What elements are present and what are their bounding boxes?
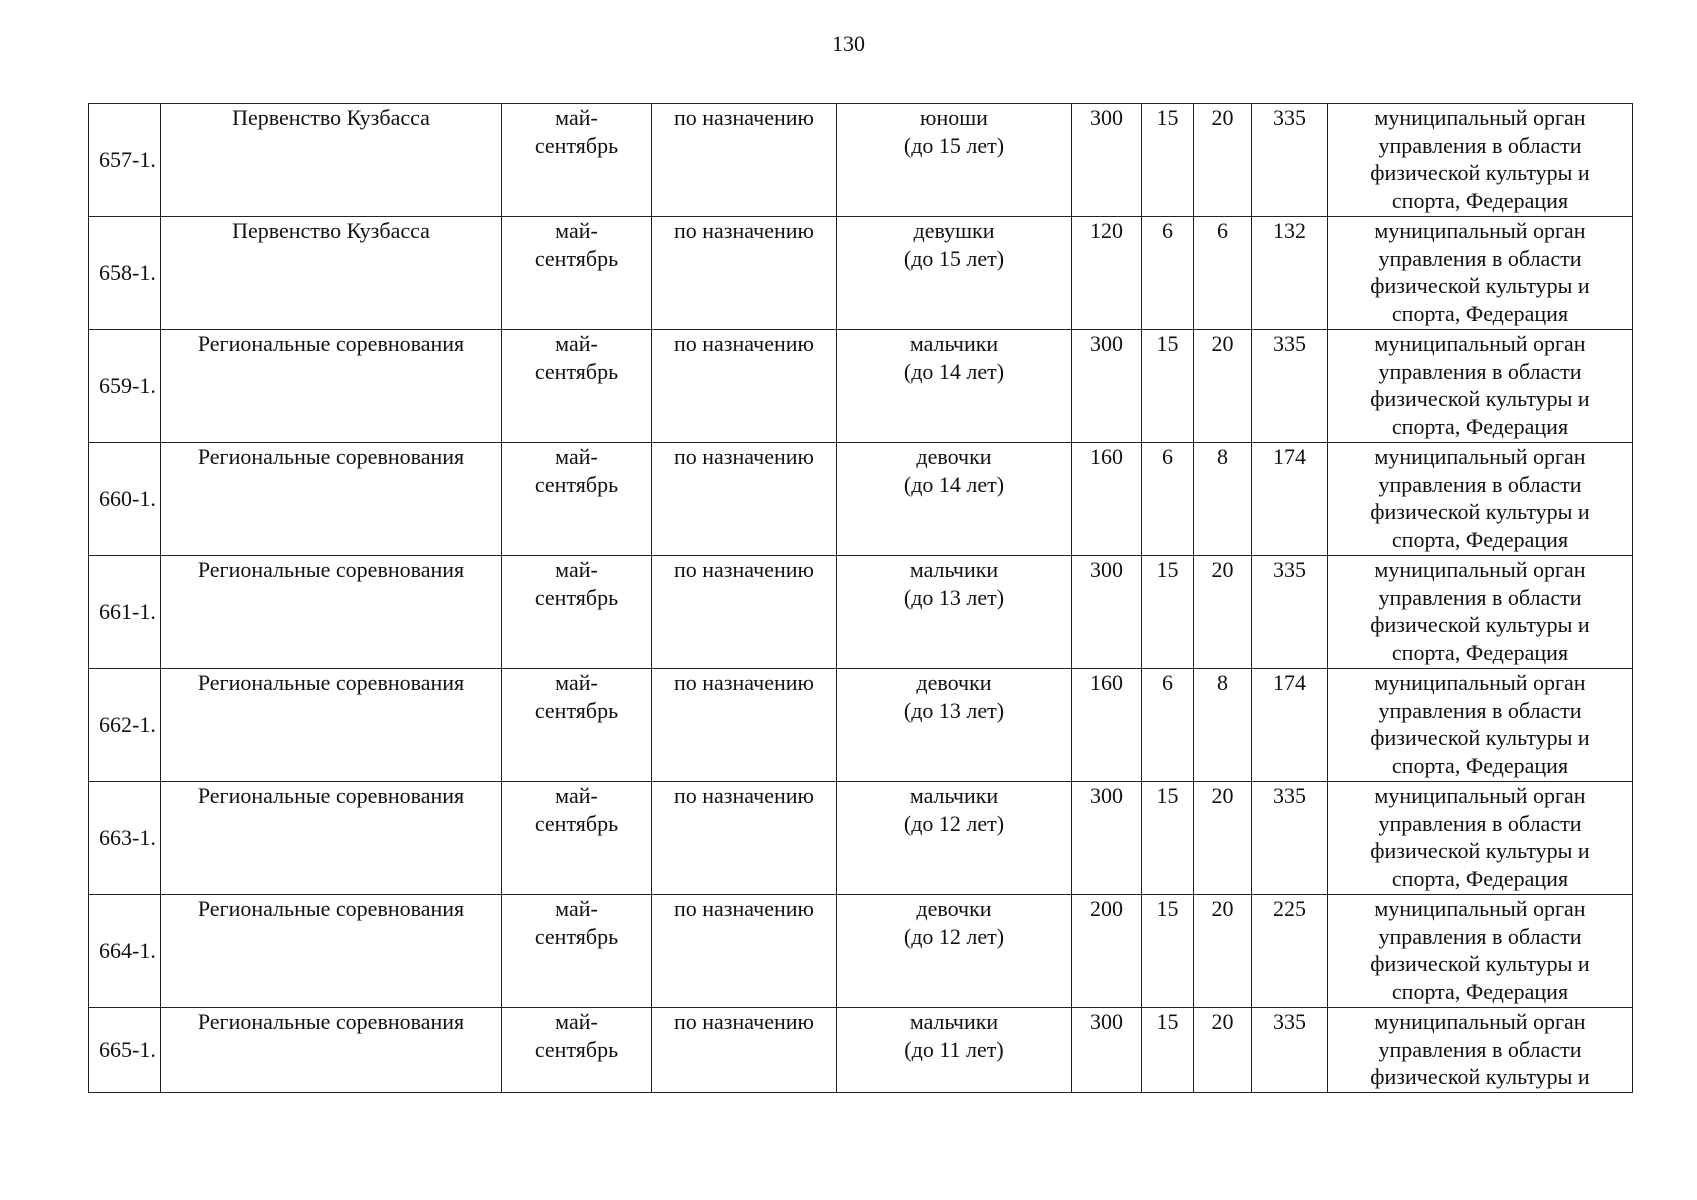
- participants-line: (до 14 лет): [903, 471, 1005, 497]
- location-cell: по назначению: [652, 782, 837, 895]
- total-cell: 335: [1252, 782, 1328, 895]
- value-1-cell: 300: [1072, 104, 1142, 217]
- value-2-cell: 15: [1142, 556, 1194, 669]
- organizer-line: физической культуры и: [1370, 160, 1590, 185]
- organizer-line: управления в области: [1378, 245, 1582, 271]
- event-name-cell: Первенство Кузбасса: [161, 217, 502, 330]
- location-cell: по назначению: [652, 104, 837, 217]
- value-2-cell: 6: [1142, 443, 1194, 556]
- location-cell: по назначению: [652, 669, 837, 782]
- period-line: сентябрь: [534, 584, 619, 610]
- organizer-line: спорта, Федерация: [1391, 978, 1569, 1004]
- organizer-line: физической культуры и: [1370, 725, 1590, 750]
- participants-line: мальчики: [909, 331, 999, 356]
- organizer-line: управления в области: [1378, 923, 1582, 949]
- organizer-cell: [1328, 217, 1633, 330]
- organizer-line: управления в области: [1378, 810, 1582, 836]
- organizer-line: муниципальный орган: [1374, 218, 1586, 243]
- period-cell: [502, 1008, 652, 1093]
- period-line: сентябрь: [534, 1036, 619, 1062]
- organizer-cell: [1328, 1008, 1633, 1093]
- period-line: май-: [555, 896, 598, 921]
- organizer-line: управления в области: [1378, 697, 1582, 723]
- organizer-line: управления в области: [1378, 584, 1582, 610]
- value-3-cell: 20: [1194, 782, 1252, 895]
- organizer-line: управления в области: [1378, 358, 1582, 384]
- event-name-cell: Региональные соревнования: [161, 782, 502, 895]
- total-cell: 335: [1252, 1008, 1328, 1093]
- total-cell: 132: [1252, 217, 1328, 330]
- period-line: май-: [555, 444, 598, 469]
- total-cell: 335: [1252, 556, 1328, 669]
- participants-line: юноши: [920, 105, 988, 130]
- period-line: сентябрь: [534, 810, 619, 836]
- participants-cell: [837, 104, 1072, 217]
- participants-cell: [837, 895, 1072, 1008]
- period-cell: [502, 443, 652, 556]
- total-cell: 335: [1252, 330, 1328, 443]
- organizer-line: муниципальный орган: [1374, 1009, 1586, 1034]
- organizer-line: муниципальный орган: [1374, 331, 1586, 356]
- participants-line: мальчики: [909, 1009, 999, 1034]
- row-number-cell: 661-1.: [89, 556, 161, 669]
- location-cell: по назначению: [652, 895, 837, 1008]
- organizer-line: спорта, Федерация: [1391, 752, 1569, 778]
- total-cell: 335: [1252, 104, 1328, 217]
- period-line: май-: [555, 557, 598, 582]
- location-cell: по назначению: [652, 217, 837, 330]
- organizer-line: управления в области: [1378, 471, 1582, 497]
- table-row: [89, 669, 1633, 782]
- organizer-line: спорта, Федерация: [1391, 413, 1569, 439]
- row-number-cell: 664-1.: [89, 895, 161, 1008]
- organizer-line: управления в области: [1378, 132, 1582, 158]
- row-number-cell: 659-1.: [89, 330, 161, 443]
- table-row: [89, 782, 1633, 895]
- value-3-cell: 6: [1194, 217, 1252, 330]
- organizer-line: физической культуры и: [1370, 838, 1590, 863]
- period-line: май-: [555, 1009, 598, 1034]
- organizer-line: спорта, Федерация: [1391, 300, 1569, 326]
- table-row: [89, 895, 1633, 1008]
- period-line: май-: [555, 783, 598, 808]
- participants-line: девушки: [913, 218, 995, 243]
- event-name-cell: Региональные соревнования: [161, 669, 502, 782]
- period-cell: [502, 217, 652, 330]
- organizer-line: физической культуры и: [1370, 273, 1590, 298]
- location-cell: по назначению: [652, 443, 837, 556]
- participants-line: (до 11 лет): [904, 1036, 1004, 1062]
- value-1-cell: 300: [1072, 1008, 1142, 1093]
- participants-cell: [837, 1008, 1072, 1093]
- organizer-line: муниципальный орган: [1374, 557, 1586, 582]
- table-body: [89, 104, 1633, 1093]
- period-cell: [502, 782, 652, 895]
- row-number-cell: 660-1.: [89, 443, 161, 556]
- participants-line: (до 13 лет): [903, 697, 1005, 723]
- table-row: [89, 443, 1633, 556]
- value-2-cell: 15: [1142, 330, 1194, 443]
- table-row: [89, 330, 1633, 443]
- participants-line: (до 15 лет): [903, 245, 1005, 271]
- value-2-cell: 15: [1142, 104, 1194, 217]
- row-number-cell: 662-1.: [89, 669, 161, 782]
- participants-line: мальчики: [909, 557, 999, 582]
- value-3-cell: 20: [1194, 895, 1252, 1008]
- period-line: сентябрь: [534, 471, 619, 497]
- value-2-cell: 15: [1142, 895, 1194, 1008]
- period-cell: [502, 330, 652, 443]
- organizer-line: муниципальный орган: [1374, 105, 1586, 130]
- value-1-cell: 160: [1072, 669, 1142, 782]
- table-row: [89, 104, 1633, 217]
- value-1-cell: 200: [1072, 895, 1142, 1008]
- table-row: [89, 556, 1633, 669]
- participants-line: девочки: [916, 670, 992, 695]
- organizer-line: спорта, Федерация: [1391, 865, 1569, 891]
- participants-line: (до 12 лет): [903, 810, 1005, 836]
- row-number-cell: 665-1.: [89, 1008, 161, 1093]
- value-3-cell: 8: [1194, 669, 1252, 782]
- value-3-cell: 20: [1194, 104, 1252, 217]
- organizer-line: муниципальный орган: [1374, 896, 1586, 921]
- participants-line: (до 15 лет): [903, 132, 1005, 158]
- organizer-cell: [1328, 104, 1633, 217]
- table-row: [89, 1008, 1633, 1093]
- organizer-line: спорта, Федерация: [1391, 526, 1569, 552]
- period-cell: [502, 669, 652, 782]
- organizer-line: физической культуры и: [1370, 612, 1590, 637]
- participants-cell: [837, 556, 1072, 669]
- participants-cell: [837, 782, 1072, 895]
- organizer-cell: [1328, 895, 1633, 1008]
- total-cell: 174: [1252, 669, 1328, 782]
- organizer-line: муниципальный орган: [1374, 444, 1586, 469]
- organizer-cell: [1328, 669, 1633, 782]
- period-cell: [502, 556, 652, 669]
- organizer-cell: [1328, 782, 1633, 895]
- organizer-cell: [1328, 556, 1633, 669]
- organizer-line: физической культуры и: [1370, 1064, 1590, 1089]
- value-1-cell: 300: [1072, 330, 1142, 443]
- total-cell: 225: [1252, 895, 1328, 1008]
- value-1-cell: 160: [1072, 443, 1142, 556]
- organizer-line: физической культуры и: [1370, 386, 1590, 411]
- period-cell: [502, 895, 652, 1008]
- participants-cell: [837, 217, 1072, 330]
- event-name-cell: Региональные соревнования: [161, 330, 502, 443]
- organizer-line: физической культуры и: [1370, 499, 1590, 524]
- row-number-cell: 657-1.: [89, 104, 161, 217]
- organizer-line: спорта, Федерация: [1391, 187, 1569, 213]
- participants-line: девочки: [916, 896, 992, 921]
- participants-line: (до 12 лет): [903, 923, 1005, 949]
- period-line: сентябрь: [534, 923, 619, 949]
- location-cell: по назначению: [652, 1008, 837, 1093]
- participants-line: (до 13 лет): [903, 584, 1005, 610]
- period-line: май-: [555, 218, 598, 243]
- organizer-line: физической культуры и: [1370, 951, 1590, 976]
- value-2-cell: 6: [1142, 669, 1194, 782]
- page-number: 130: [832, 31, 865, 56]
- participants-line: девочки: [916, 444, 992, 469]
- organizer-line: управления в области: [1378, 1036, 1582, 1062]
- organizer-line: муниципальный орган: [1374, 783, 1586, 808]
- participants-line: (до 14 лет): [903, 358, 1005, 384]
- value-2-cell: 6: [1142, 217, 1194, 330]
- value-3-cell: 8: [1194, 443, 1252, 556]
- participants-cell: [837, 443, 1072, 556]
- location-cell: по назначению: [652, 330, 837, 443]
- organizer-line: муниципальный орган: [1374, 670, 1586, 695]
- participants-cell: [837, 669, 1072, 782]
- period-line: сентябрь: [534, 358, 619, 384]
- value-3-cell: 20: [1194, 330, 1252, 443]
- organizer-cell: [1328, 330, 1633, 443]
- competition-schedule-table: [88, 103, 1633, 1093]
- event-name-cell: Региональные соревнования: [161, 556, 502, 669]
- participants-cell: [837, 330, 1072, 443]
- period-line: сентябрь: [534, 132, 619, 158]
- organizer-cell: [1328, 443, 1633, 556]
- period-cell: [502, 104, 652, 217]
- table-row: [89, 217, 1633, 330]
- organizer-line: спорта, Федерация: [1391, 639, 1569, 665]
- period-line: май-: [555, 105, 598, 130]
- value-1-cell: 120: [1072, 217, 1142, 330]
- event-name-cell: Региональные соревнования: [161, 1008, 502, 1093]
- period-line: май-: [555, 670, 598, 695]
- event-name-cell: Первенство Кузбасса: [161, 104, 502, 217]
- total-cell: 174: [1252, 443, 1328, 556]
- value-1-cell: 300: [1072, 556, 1142, 669]
- row-number-cell: 658-1.: [89, 217, 161, 330]
- period-line: май-: [555, 331, 598, 356]
- event-name-cell: Региональные соревнования: [161, 443, 502, 556]
- event-name-cell: Региональные соревнования: [161, 895, 502, 1008]
- value-2-cell: 15: [1142, 782, 1194, 895]
- period-line: сентябрь: [534, 697, 619, 723]
- value-1-cell: 300: [1072, 782, 1142, 895]
- period-line: сентябрь: [534, 245, 619, 271]
- location-cell: по назначению: [652, 556, 837, 669]
- participants-line: мальчики: [909, 783, 999, 808]
- value-2-cell: 15: [1142, 1008, 1194, 1093]
- value-3-cell: 20: [1194, 556, 1252, 669]
- row-number-cell: 663-1.: [89, 782, 161, 895]
- value-3-cell: 20: [1194, 1008, 1252, 1093]
